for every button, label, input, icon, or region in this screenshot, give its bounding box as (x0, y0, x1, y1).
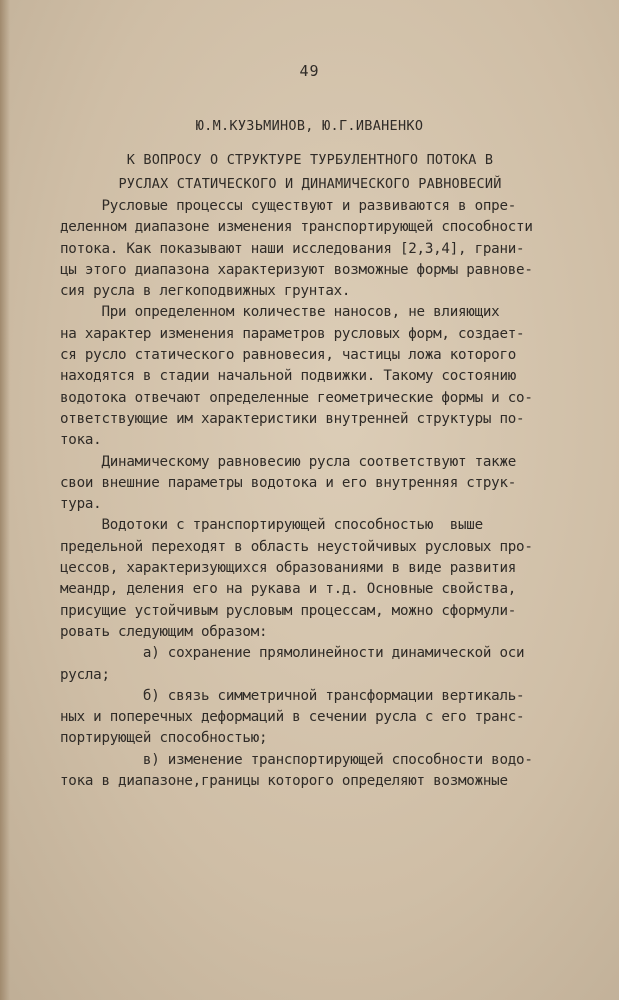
text-line: цессов, характеризующихся образованиями в виде развития (60, 560, 517, 577)
page-number: 49 (299, 62, 320, 80)
article-body (60, 196, 533, 792)
text-line: находятся в стадии начальной подвижки. Такому состоянию (60, 368, 517, 385)
text-line: ровать следующим образом: (60, 623, 268, 640)
text-line: русла; (60, 666, 110, 683)
text-line: портирующей способностью; (60, 730, 268, 747)
text-line: тока в диапазоне,границы которого определяют возможные (60, 773, 508, 790)
text-line: предельной переходят в область неустойчивых русловых про- (60, 538, 533, 555)
text-line: ся русло статического равновесия, частицы ложа которого (60, 347, 517, 364)
text-line: тока. (60, 432, 102, 449)
text-line: цы этого диапазона характеризуют возможные формы равнове- (60, 261, 533, 278)
text-line: на характер изменения параметров русловых форм, создает- (60, 325, 525, 342)
text-line: Русловые процессы существуют и развиваются в опре- (60, 198, 517, 214)
text-line: ответствующие им характеристики внутренней структуры по- (60, 410, 525, 427)
authors-line: Ю.М.КУЗЬМИНОВ, Ю.Г.ИВАНЕНКО (195, 118, 424, 134)
title-line: К ВОПРОСУ О СТРУКТУРЕ ТУРБУЛЕНТНОГО ПОТОКА В (126, 152, 494, 168)
text-line: б) связь симметричной трансформации вертикаль- (60, 687, 525, 704)
text-line: в) изменение транспортирующей способности водо- (60, 751, 533, 768)
text-line: сия русла в легкоподвижных грунтах. (60, 283, 351, 300)
page-edge-shadow (0, 0, 10, 1000)
title-line: РУСЛАХ СТАТИЧЕСКОГО И ДИНАМИЧЕСКОГО РАВНОВЕСИЙ (118, 176, 502, 192)
text-line: тура. (60, 496, 102, 513)
text-line: потока. Как показывают наши исследования [2,3,4], грани- (60, 240, 525, 257)
article-title (90, 148, 530, 196)
text-line: меандр, деления его на рукава и т.д. Основные свойства, (60, 581, 517, 598)
text-line: При определенном количестве наносов, не влияющих (60, 304, 500, 321)
text-line: ных и поперечных деформаций в сечении русла с его транс- (60, 709, 525, 726)
text-line: Динамическому равновесию русла соответствуют также (60, 453, 517, 470)
text-line: а) сохранение прямолинейности динамической оси (60, 645, 525, 662)
text-line: водотока отвечают определенные геометрические формы и со- (60, 389, 533, 406)
text-line: деленном диапазоне изменения транспортирующей способности (60, 219, 533, 236)
text-line: свои внешние параметры водотока и его внутренняя струк- (60, 474, 517, 491)
text-line: присущие устойчивым русловым процессам, можно сформули- (60, 602, 517, 619)
text-line: Водотоки с транспортирующей способностью выше (60, 517, 483, 534)
